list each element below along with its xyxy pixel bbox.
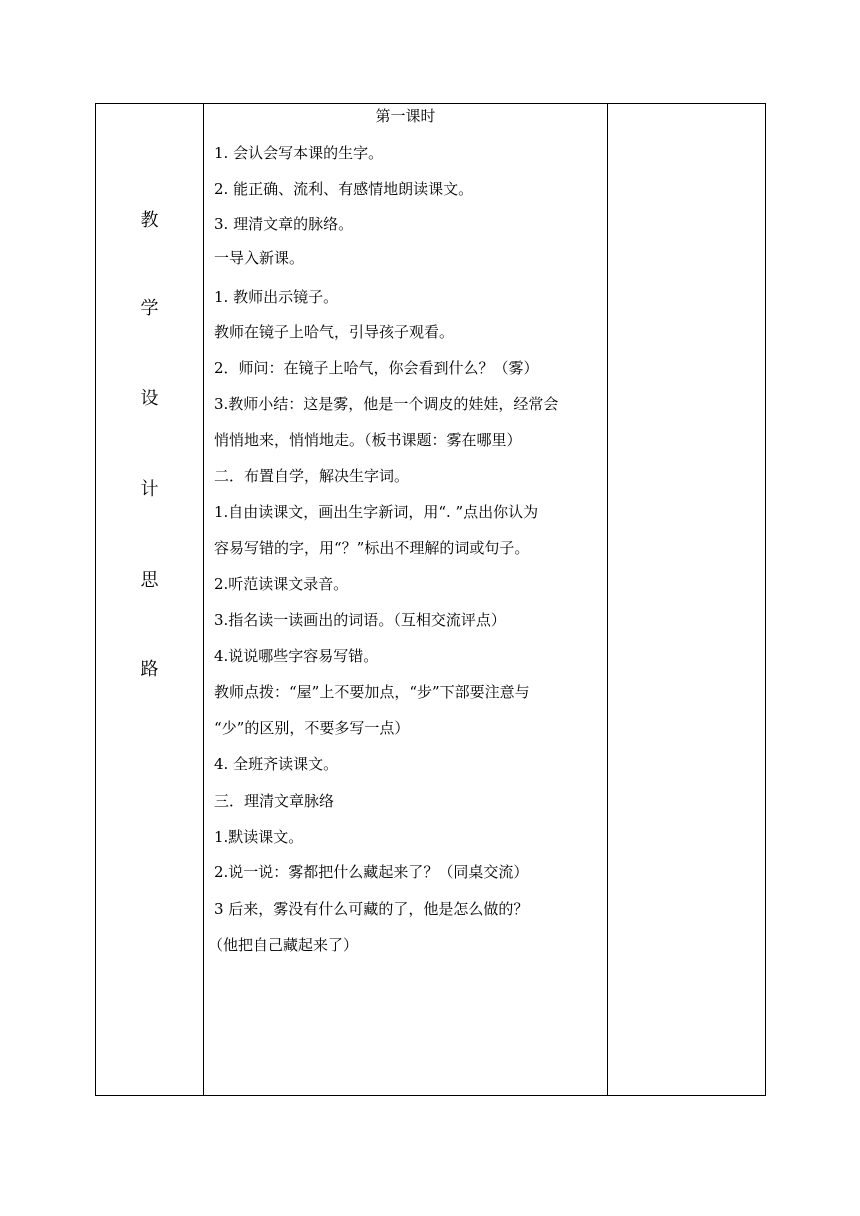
side-label-char: 计 xyxy=(140,479,159,500)
content-line: 2.说一说：雾都把什么藏起来了？（同桌交流） xyxy=(214,863,529,881)
notes-column-cell xyxy=(608,104,765,1095)
content-line: 3 后来，雾没有什么可藏的了，他是怎么做的？ xyxy=(214,900,529,918)
content-line: 2.听范读课文录音。 xyxy=(214,575,349,593)
side-label-char: 设 xyxy=(140,388,159,409)
content-line: 2. 能正确、流利、有感情地朗读课文。 xyxy=(214,180,474,198)
content-line: 教师在镜子上哈气，引导孩子观看。 xyxy=(214,323,455,341)
content-line: 悄悄地来，悄悄地走。（板书课题：雾在哪里） xyxy=(214,431,522,449)
content-line: 容易写错的字，用“？”标出不理解的词或句子。 xyxy=(214,539,530,557)
content-line: （他把自己藏起来了） xyxy=(208,936,359,954)
content-line: “少”的区别，不要多写一点） xyxy=(214,719,410,737)
content-line: 3.教师小结：这是雾，他是一个调皮的娃娃，经常会 xyxy=(214,395,559,413)
content-line: 3. 理清文章的脉络。 xyxy=(214,215,354,233)
content-line: 二．布置自学，解决生字词。 xyxy=(214,467,410,485)
content-line: 1.默读课文。 xyxy=(214,828,304,846)
content-line: 4. 全班齐读课文。 xyxy=(214,755,339,773)
side-label-char: 学 xyxy=(140,298,159,319)
side-label-char: 教 xyxy=(140,210,159,231)
content-line: 1. 会认会写本课的生字。 xyxy=(214,144,384,162)
content-line: 4.说说哪些字容易写错。 xyxy=(214,647,379,665)
side-label-char: 路 xyxy=(140,659,159,680)
content-line: 2．师问：在镜子上哈气，你会看到什么？（雾） xyxy=(214,359,539,377)
content-line: 3.指名读一读画出的词语。（互相交流评点） xyxy=(214,611,506,629)
lesson-plan-table xyxy=(95,103,766,1096)
lesson-title: 第一课时 xyxy=(375,107,436,125)
column-divider-left xyxy=(203,104,204,1095)
content-line: 教师点拨：“屋”上不要加点，“步”下部要注意与 xyxy=(214,683,530,701)
content-line: 1.自由读课文，画出生字新词，用“. ”点出你认为 xyxy=(214,503,539,521)
content-line: 1. 教师出示镜子。 xyxy=(214,288,339,306)
content-line: 一导入新课。 xyxy=(214,249,305,267)
content-line: 三．理清文章脉络 xyxy=(214,792,335,810)
side-label-char: 思 xyxy=(140,570,159,591)
